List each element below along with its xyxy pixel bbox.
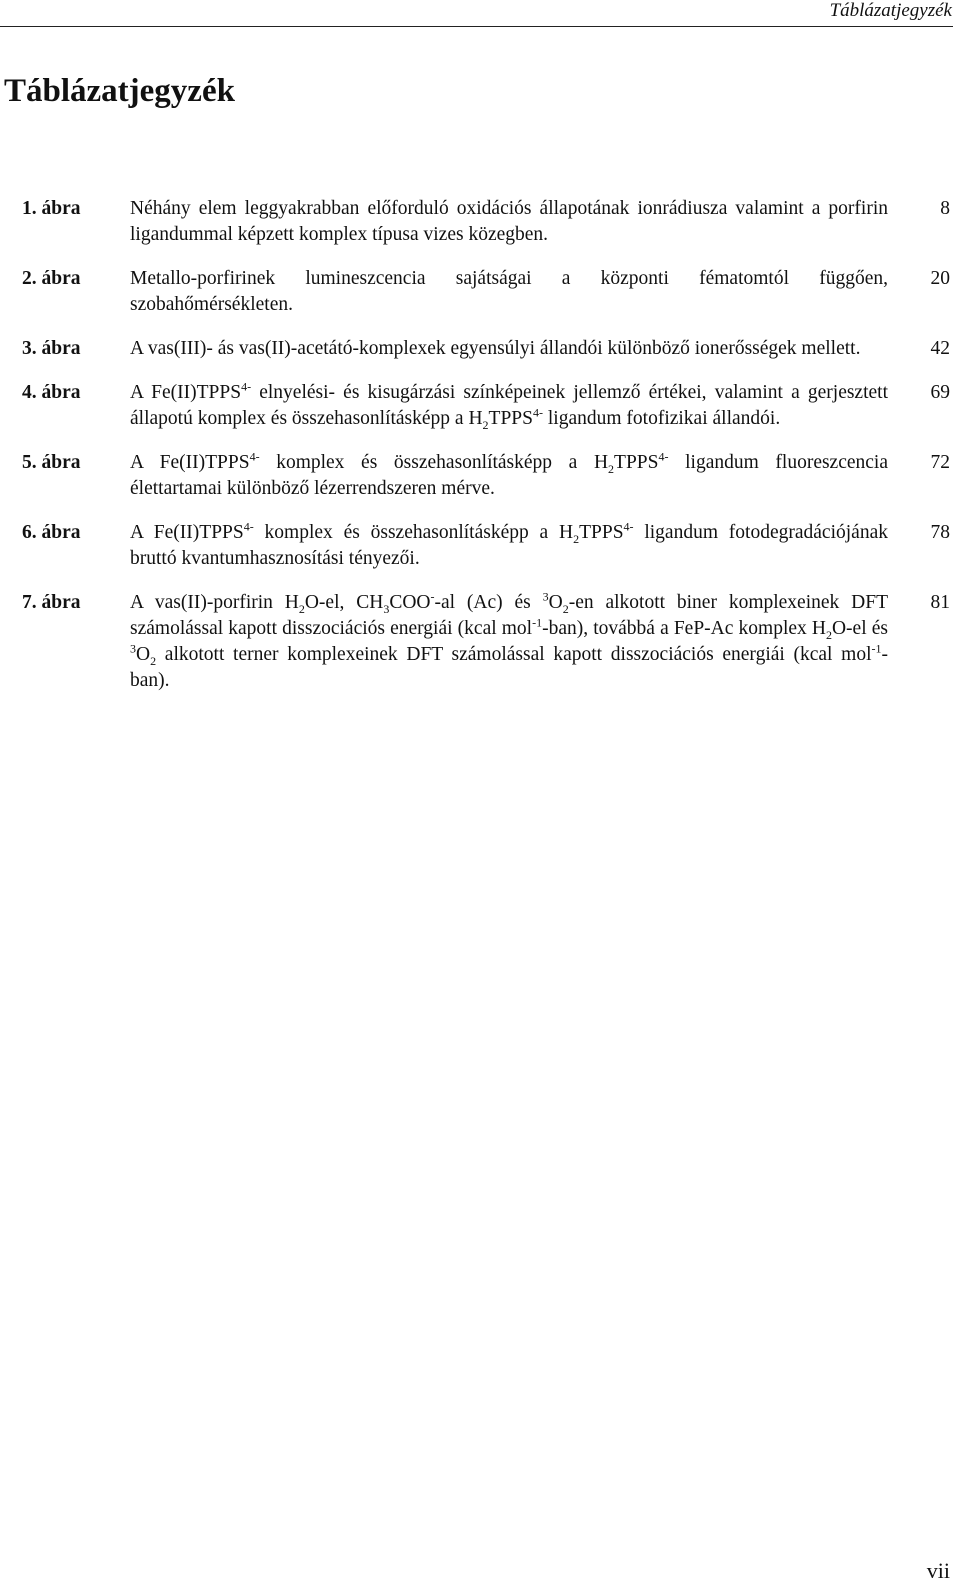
- toc-entry-6[interactable]: [0, 520, 960, 572]
- header-rule: [0, 26, 953, 27]
- table-list: [0, 196, 960, 712]
- entry-page-number: 72: [930, 452, 950, 473]
- entry-caption: A vas(III)- ás vas(II)-acetátó-komplexek egyensúlyi állandói különböző ionerősségek mellett.: [130, 338, 861, 359]
- toc-entry-4[interactable]: [0, 380, 960, 432]
- entry-label: 5. ábra: [22, 452, 81, 473]
- entry-page-number: 81: [930, 592, 950, 613]
- entry-caption: A $Fe(II)TPPS^{4-}$ elnyelési- és kisugárzási színképeinek jellemző értékei, valamint a gerjesztett állapotú komplex és összehasonlításképp a $H_2TPPS^{4-}$ ligandum fotofizikai állandói.: [130, 379, 888, 432]
- entry-page-number: 78: [930, 522, 950, 543]
- entry-caption: Néhány elem leggyakrabban előforduló oxidációs állapotának ionrádiusza valamint a porfirin ligandummal képzett komplex típusa vizes közegben.: [130, 198, 888, 245]
- entry-page-number: 42: [930, 338, 950, 359]
- running-header: Táblázatjegyzék: [829, 0, 952, 21]
- entry-label: 1. ábra: [22, 198, 81, 219]
- toc-entry-2[interactable]: [0, 266, 960, 318]
- toc-entry-3[interactable]: [0, 336, 960, 362]
- toc-entry-5[interactable]: [0, 450, 960, 502]
- entry-caption: A $Fe(II)TPPS^{4-}$ komplex és összehasonlításképp a $H_2TPPS^{4-}$ ligandum fluoreszcencia élettartamai különböző lézerrendszeren mérve.: [130, 449, 888, 499]
- entry-label: 2. ábra: [22, 268, 81, 289]
- entry-label: 3. ábra: [22, 338, 81, 359]
- entry-caption: Metallo-porfirinek lumineszcencia sajátságai a központi fématomtól függően, szobahőmérsékleten.: [130, 268, 888, 315]
- entry-page-number: 8: [940, 198, 950, 219]
- toc-entry-1[interactable]: [0, 196, 960, 248]
- entry-caption: A vas(II)-porfirin $H_2O-el$, $CH_3COO^--al$ (Ac) és $^3O_2-en$ alkotott biner komplexeinek DFT számolással kapott disszociációs energiái (kcal mol$^{-1}$-ban), továbbá a FeP-Ac komplex $H_2O-el$ és $^3O_2$ alkotott terner komplexeinek DFT számolással kapott disszociációs energiái (kcal mol$^{-1}$-ban).: [130, 589, 888, 691]
- page-number: vii: [926, 1558, 950, 1583]
- entry-page-number: 20: [930, 268, 950, 289]
- toc-entry-7[interactable]: [0, 590, 960, 694]
- entry-label: 6. ábra: [22, 522, 81, 543]
- entry-page-number: 69: [930, 382, 950, 403]
- entry-label: 4. ábra: [22, 382, 81, 403]
- entry-label: 7. ábra: [22, 592, 81, 613]
- page-title: Táblázatjegyzék: [4, 73, 235, 109]
- entry-caption: A $Fe(II)TPPS^{4-}$ komplex és összehasonlításképp a $H_2TPPS^{4-}$ ligandum fotodegradációjának bruttó kvantumhasznosítási tényezői.: [130, 519, 888, 569]
